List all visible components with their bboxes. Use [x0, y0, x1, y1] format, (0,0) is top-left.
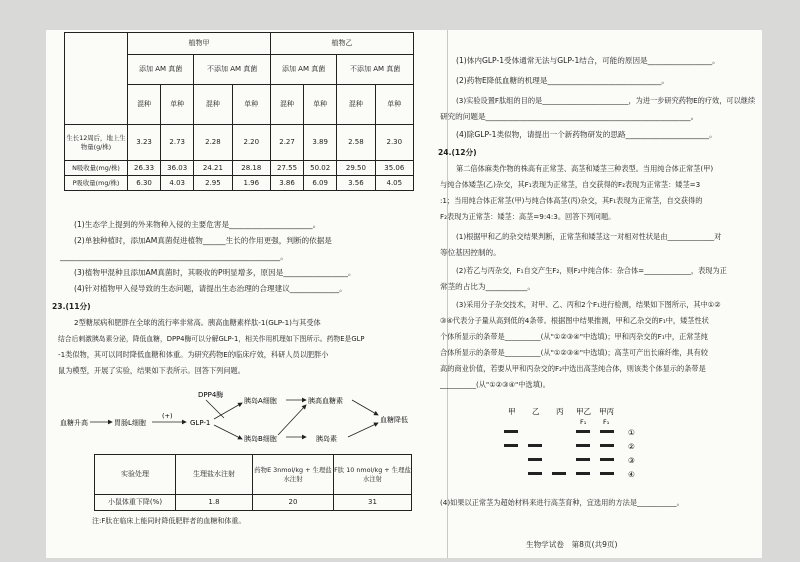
cell: 3.86: [270, 176, 303, 191]
lane-sublabel: F₁: [603, 418, 610, 426]
cell: 24.21: [194, 161, 232, 176]
q23-heading: 23.(11分): [52, 302, 91, 311]
cell: 3.23: [128, 125, 161, 161]
q24-intro: 第二倍体麻类作物的株高有正常茎、高茎和矮茎三种表型。当用纯合体正常茎(甲): [456, 164, 714, 173]
gel-band: [504, 430, 518, 433]
cell: 2.30: [375, 125, 413, 161]
cell: 2.58: [337, 125, 375, 161]
label-plus: (+): [162, 412, 173, 420]
q24-2b: 常茎的占比为___________。: [440, 282, 535, 291]
header-mode: 单种: [375, 85, 413, 125]
q24-intro: F₂表现为正常茎：矮茎：高茎=9:4:3。回答下列问题。: [440, 212, 616, 221]
cell: 26.33: [128, 161, 161, 176]
cell: 35.06: [375, 161, 413, 176]
q22-2-blank: __________________________________________________________。: [60, 252, 288, 261]
q24-3: ③④代表分子量从高到低的4条带。根据图中结果推测，甲和乙杂交的F₁中，矮茎性状: [440, 316, 709, 325]
gel-band: [576, 472, 590, 475]
q23-intro: 鼠为模型，开展了实验，结果如下表所示。回答下列问题。: [58, 366, 245, 375]
cell: 3.89: [304, 125, 337, 161]
cell: 2.20: [232, 125, 270, 161]
cell: 2.73: [161, 125, 194, 161]
q24-heading: 24.(12分): [438, 148, 477, 157]
cell: 3.56: [337, 176, 375, 191]
gel-band: [552, 472, 566, 475]
band-label: ①: [628, 428, 635, 437]
q22-1: (1)生态学上提到的外来物种入侵的主要危害是______________________。: [74, 220, 321, 229]
q24-3: __________(从"①②③④"中选填)。: [440, 380, 550, 389]
q23-intro: 结合后刺激胰岛素分泌，降低血糖，DPP4酶可以分解GLP-1，相关作用机理如下图所示。药物E是GLP: [58, 335, 365, 343]
q23-sub-2: (2)药物E降低血糖的机理是______________________________。: [456, 76, 669, 85]
q22-3: (3)植物甲混种且添加AM真菌时，其吸收的P明显增多，原因是_________________。: [74, 268, 356, 277]
header-cond: 不添加 AM 真菌: [337, 55, 414, 85]
header-treatment: 实验处理: [95, 455, 176, 495]
arrow: [348, 423, 378, 437]
gel-band: [600, 472, 614, 475]
header-cond: 不添加 AM 真菌: [194, 55, 271, 85]
label-glp1: GLP-1: [190, 419, 211, 427]
cell: 29.50: [337, 161, 375, 176]
cell: 28.18: [232, 161, 270, 176]
header-mode: 单种: [161, 85, 194, 125]
label-intestine: 胃肠L细胞: [114, 419, 146, 427]
arrow: [278, 405, 306, 435]
row-label: 小鼠体重下降(%): [95, 495, 176, 511]
header-mode: 混种: [337, 85, 375, 125]
band-label: ③: [628, 456, 635, 465]
table-row: [65, 161, 414, 176]
lane-label: 甲: [508, 407, 516, 416]
cell: 6.30: [128, 176, 161, 191]
q24-3: 合体所显示的条带是__________(从"①②③④"中选填)；高茎可产出长麻纤维，具有较: [440, 348, 708, 357]
gel-band: [576, 458, 590, 461]
header-mode: 混种: [194, 85, 232, 125]
label-insulin: 胰岛素: [316, 435, 337, 443]
cell: 50.02: [304, 161, 337, 176]
table-row: [65, 125, 414, 161]
lane-label: 乙: [532, 407, 540, 416]
header-mode: 单种: [304, 85, 337, 125]
q24-2: (2)若乙与丙杂交，F₁自交产生F₂，则F₂中纯合体：杂合体=_____________，表现为正: [456, 266, 727, 275]
lane-label: 甲乙: [576, 407, 591, 416]
row-label: N吸收量(mg/株): [65, 161, 128, 176]
label-alpha-cell: 胰岛A细胞: [244, 397, 277, 405]
cell: 4.03: [161, 176, 194, 191]
table-row: [65, 176, 414, 191]
exam-page: [46, 30, 762, 558]
cell: 1.96: [232, 176, 270, 191]
table-q22: [64, 32, 414, 191]
q24-4: (4)如果以正常茎为超始材料来进行高茎育种，宜选用的方法是___________。: [440, 498, 684, 507]
q23-sub-1: (1)体内GLP-1受体通常无法与GLP-1结合，可能的原因是_________________。: [456, 56, 720, 65]
cell: 31: [334, 495, 412, 511]
q23-sub-4: (4)除GLP-1类似物，请提出一个新药物研发的思路______________________。: [456, 130, 717, 139]
gel-band: [528, 472, 542, 475]
cell: 4.05: [375, 176, 413, 191]
cell: 2.28: [194, 125, 232, 161]
header-saline: 生理盐水注射: [176, 455, 253, 495]
header-plant-b: 植物乙: [270, 33, 413, 55]
label-glucagon: 胰高血糖素: [308, 397, 343, 405]
q23-sub-3: (3)实验设置F肽组的目的是________________________，为进一步研究药物E的疗效，可以继续: [456, 96, 756, 105]
arrow: [206, 400, 224, 418]
table-q23: [94, 454, 412, 511]
gel-band: [576, 444, 590, 447]
cell: 36.03: [161, 161, 194, 176]
q24-intro: 与纯合体矮茎(乙)杂交，其F₁表现为正常茎，自交获得的F₂表现为正常茎：矮茎=3: [440, 180, 701, 189]
q24-1: (1)根据甲和乙的杂交结果判断，正常茎和矮茎这一对相对性状是由_____________对: [456, 232, 722, 241]
cell: 2.27: [270, 125, 303, 161]
q22-2: (2)单独种植时，添加AM真菌促进植物______生长的作用更强，判断的依据是: [74, 236, 332, 245]
q22-4: (4)针对植物甲入侵导致的生态问题，请提出生态治理的合理建议_____________。: [74, 284, 347, 293]
arrow: [214, 403, 242, 419]
lane-sublabel: F₁: [580, 418, 587, 426]
q24-1b: 等位基因控制的。: [440, 248, 501, 257]
q23-intro: 2型糖尿病和肥胖在全球的流行率非常高。胰高血糖素样肽-1(GLP-1)与其受体: [74, 318, 321, 327]
mechanism-diagram: [56, 385, 436, 445]
gel-band: [576, 430, 590, 433]
row-label: P吸收量(mg/株): [65, 176, 128, 191]
arrow: [214, 425, 242, 439]
label-beta-cell: 胰岛B细胞: [244, 435, 277, 443]
gel-band: [600, 430, 614, 433]
gel-band: [528, 444, 542, 447]
cell: 1.8: [176, 495, 253, 511]
lane-label: 丙: [556, 407, 564, 416]
header-mode: 混种: [128, 85, 161, 125]
cell: 6.09: [304, 176, 337, 191]
q24-3: 高的商业价值，若要从甲和丙杂交的F₂中选出高茎纯合体，则该类个体显示的条带是: [440, 364, 706, 373]
arrow: [352, 400, 378, 415]
cell: 20: [253, 495, 334, 511]
q24-intro: :1；当用纯合体正常茎(甲)与纯合体高茎(丙)杂交，其F₁表现为正常茎，自交获得的: [440, 196, 703, 205]
gel-band: [504, 444, 518, 447]
cell: 2.95: [194, 176, 232, 191]
cell: 27.55: [270, 161, 303, 176]
header-cond: 添加 AM 真菌: [270, 55, 336, 85]
header-plant-a: 植物甲: [128, 33, 271, 55]
header-f-peptide: F肽 10 nmol/kg + 生理盐水注射: [334, 455, 412, 495]
page-footer: 生物学试卷 第8页(共9页): [526, 540, 618, 549]
band-label: ②: [628, 442, 635, 451]
q23-intro: -1类似物，其可以同时降低血糖和体重。为研究药物E的临床疗效，科研人员以肥胖小: [58, 350, 329, 359]
gel-band: [600, 444, 614, 447]
gel-band-diagram: [486, 402, 706, 492]
q24-3: (3)采用分子杂交技术，对甲、乙、丙和2个F₁进行检测，结果如下图所示，其中①②: [456, 300, 721, 309]
row-label: 生长12周后，地上生物量(g/株): [65, 125, 128, 161]
page-fold: [447, 30, 448, 558]
gel-band: [600, 458, 614, 461]
q23-sub-3b: 研究的问题是______________________________________________________。: [440, 112, 699, 121]
gel-band: [528, 458, 542, 461]
q24-3: 个体所显示的条带是__________(从"①②③④"中选填)；甲和丙杂交的F₁中，正常茎纯: [440, 332, 708, 341]
q23-note: 注:F肽在临床上能同时降低肥胖者的血糖和体重。: [92, 517, 246, 525]
label-glucose-up: 血糖升高: [60, 419, 88, 427]
lane-label: 甲丙: [599, 407, 614, 416]
header-mode: 混种: [270, 85, 303, 125]
header-cond: 添加 AM 真菌: [128, 55, 194, 85]
label-dpp4: DPP4酶: [198, 391, 224, 399]
header-mode: 单种: [232, 85, 270, 125]
band-label: ④: [628, 470, 635, 479]
table-row: [95, 495, 412, 511]
header-drug-e: 药物E 3nmol/kg + 生理盐水注射: [253, 455, 334, 495]
label-glucose-down: 血糖降低: [380, 416, 408, 424]
